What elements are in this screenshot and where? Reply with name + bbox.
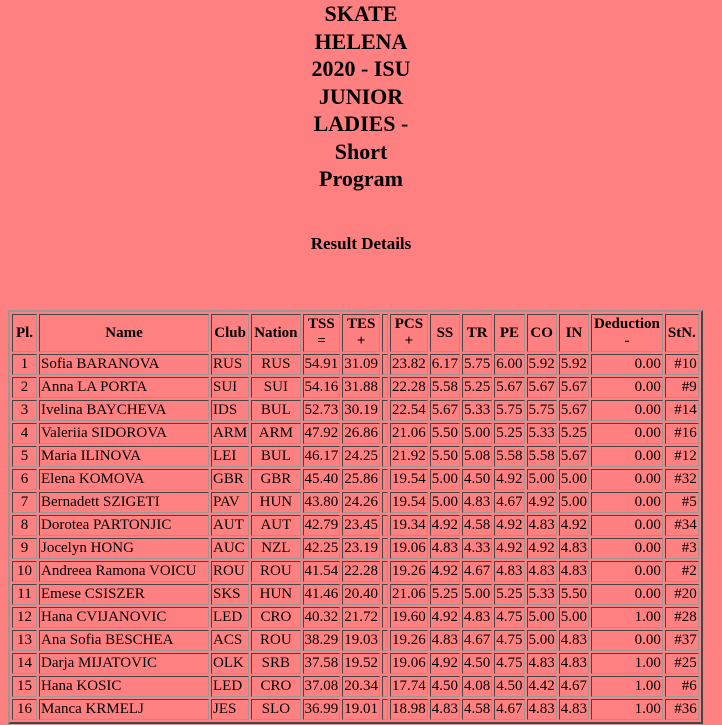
cell-tr: 5.75 <box>462 354 492 375</box>
cell-ss: 5.00 <box>430 492 460 513</box>
cell-nation: SRB <box>251 653 300 674</box>
cell-ss: 5.58 <box>430 377 460 398</box>
cell-ss: 5.50 <box>430 446 460 467</box>
cell-ss: 4.83 <box>430 538 460 559</box>
cell-pe: 4.92 <box>494 538 524 559</box>
header-pcs-label: PCS <box>394 316 424 332</box>
cell-deduction: 0.00 <box>591 630 663 651</box>
cell-in: 4.92 <box>559 515 589 536</box>
cell-nation: ROU <box>251 630 300 651</box>
header-name: Name <box>39 314 209 352</box>
cell-pe: 4.50 <box>494 676 524 697</box>
cell-club: GBR <box>211 469 249 490</box>
cell-club: LED <box>211 607 249 628</box>
section-title: Result Details <box>310 233 412 253</box>
cell-name: Jocelyn HONG <box>39 538 209 559</box>
cell-pcs: 19.06 <box>390 653 428 674</box>
cell-spacer <box>382 492 388 513</box>
cell-deduction: 0.00 <box>591 446 663 467</box>
cell-pe: 4.67 <box>494 699 524 720</box>
cell-ss: 4.83 <box>430 630 460 651</box>
header-deduction-sign: - <box>624 333 630 349</box>
cell-spacer <box>382 676 388 697</box>
cell-deduction: 0.00 <box>591 377 663 398</box>
cell-club: JES <box>211 699 249 720</box>
cell-spacer <box>382 354 388 375</box>
cell-in: 4.83 <box>559 538 589 559</box>
cell-nation: NZL <box>251 538 300 559</box>
cell-tr: 4.08 <box>462 676 492 697</box>
header-start-number: StN. <box>665 314 699 352</box>
table-row <box>12 584 699 605</box>
cell-in: 5.25 <box>559 423 589 444</box>
cell-nation: BUL <box>251 400 300 421</box>
cell-tr: 4.67 <box>462 630 492 651</box>
cell-place: 9 <box>12 538 37 559</box>
cell-place: 5 <box>12 446 37 467</box>
cell-name: Sofia BARANOVA <box>39 354 209 375</box>
cell-name: Hana CVIJANOVIC <box>39 607 209 628</box>
cell-pcs: 23.82 <box>390 354 428 375</box>
cell-tes: 19.03 <box>342 630 380 651</box>
cell-deduction: 0.00 <box>591 515 663 536</box>
cell-start-number: #9 <box>665 377 699 398</box>
cell-pcs: 21.06 <box>390 423 428 444</box>
header-tes-label: TES <box>346 316 376 332</box>
cell-co: 4.92 <box>527 538 557 559</box>
cell-start-number: #2 <box>665 561 699 582</box>
cell-tss: 54.16 <box>303 377 341 398</box>
cell-club: AUT <box>211 515 249 536</box>
cell-co: 5.33 <box>527 423 557 444</box>
header-in: IN <box>559 314 589 352</box>
cell-nation: CRO <box>251 676 300 697</box>
cell-ss: 5.25 <box>430 584 460 605</box>
cell-spacer <box>382 400 388 421</box>
cell-pe: 5.67 <box>494 377 524 398</box>
cell-start-number: #25 <box>665 653 699 674</box>
cell-pe: 4.75 <box>494 630 524 651</box>
cell-in: 5.67 <box>559 400 589 421</box>
table-row <box>12 377 699 398</box>
cell-deduction: 0.00 <box>591 584 663 605</box>
cell-nation: CRO <box>251 607 300 628</box>
results-table <box>8 310 703 724</box>
cell-name: Hana KOSIC <box>39 676 209 697</box>
cell-pcs: 19.34 <box>390 515 428 536</box>
cell-in: 5.67 <box>559 446 589 467</box>
cell-start-number: #12 <box>665 446 699 467</box>
table-row <box>12 630 699 651</box>
cell-deduction: 1.00 <box>591 607 663 628</box>
cell-co: 5.75 <box>527 400 557 421</box>
cell-spacer <box>382 584 388 605</box>
header-co: CO <box>527 314 557 352</box>
cell-in: 4.83 <box>559 561 589 582</box>
cell-name: Bernadett SZIGETI <box>39 492 209 513</box>
cell-deduction: 0.00 <box>591 469 663 490</box>
cell-ss: 4.92 <box>430 515 460 536</box>
cell-ss: 4.83 <box>430 699 460 720</box>
cell-ss: 5.67 <box>430 400 460 421</box>
cell-tes: 25.86 <box>342 469 380 490</box>
cell-co: 5.00 <box>527 607 557 628</box>
table-row <box>12 699 699 720</box>
cell-in: 5.50 <box>559 584 589 605</box>
cell-tes: 21.72 <box>342 607 380 628</box>
cell-place: 10 <box>12 561 37 582</box>
cell-nation: BUL <box>251 446 300 467</box>
cell-tss: 45.40 <box>303 469 341 490</box>
cell-co: 4.83 <box>527 699 557 720</box>
cell-deduction: 1.00 <box>591 699 663 720</box>
cell-deduction: 0.00 <box>591 538 663 559</box>
cell-tes: 23.45 <box>342 515 380 536</box>
cell-start-number: #6 <box>665 676 699 697</box>
cell-pe: 4.75 <box>494 607 524 628</box>
cell-club: SKS <box>211 584 249 605</box>
cell-tr: 5.08 <box>462 446 492 467</box>
page-title <box>301 0 421 193</box>
cell-tes: 24.25 <box>342 446 380 467</box>
cell-tss: 42.79 <box>303 515 341 536</box>
header-tss-sign: = <box>317 333 326 349</box>
cell-ss: 6.17 <box>430 354 460 375</box>
header-nation: Nation <box>251 314 300 352</box>
cell-co: 4.42 <box>527 676 557 697</box>
cell-tss: 52.73 <box>303 400 341 421</box>
cell-tss: 41.46 <box>303 584 341 605</box>
cell-start-number: #20 <box>665 584 699 605</box>
cell-co: 5.33 <box>527 584 557 605</box>
cell-start-number: #32 <box>665 469 699 490</box>
cell-spacer <box>382 561 388 582</box>
cell-tss: 42.25 <box>303 538 341 559</box>
cell-tr: 5.00 <box>462 584 492 605</box>
cell-place: 11 <box>12 584 37 605</box>
cell-in: 5.67 <box>559 377 589 398</box>
cell-pe: 4.83 <box>494 561 524 582</box>
cell-tss: 37.08 <box>303 676 341 697</box>
cell-in: 5.92 <box>559 354 589 375</box>
cell-place: 14 <box>12 653 37 674</box>
cell-pcs: 22.28 <box>390 377 428 398</box>
cell-place: 12 <box>12 607 37 628</box>
cell-tes: 23.19 <box>342 538 380 559</box>
cell-place: 2 <box>12 377 37 398</box>
cell-tr: 4.33 <box>462 538 492 559</box>
cell-pcs: 21.06 <box>390 584 428 605</box>
cell-club: LED <box>211 676 249 697</box>
table-row <box>12 400 699 421</box>
table-row <box>12 469 699 490</box>
cell-tss: 36.99 <box>303 699 341 720</box>
cell-co: 5.92 <box>527 354 557 375</box>
cell-pe: 4.67 <box>494 492 524 513</box>
cell-tes: 24.26 <box>342 492 380 513</box>
cell-pcs: 19.26 <box>390 630 428 651</box>
cell-co: 4.83 <box>527 561 557 582</box>
cell-pcs: 19.54 <box>390 469 428 490</box>
cell-tss: 43.80 <box>303 492 341 513</box>
cell-start-number: #36 <box>665 699 699 720</box>
cell-tes: 31.88 <box>342 377 380 398</box>
cell-pcs: 19.60 <box>390 607 428 628</box>
cell-club: PAV <box>211 492 249 513</box>
header-tr: TR <box>462 314 492 352</box>
cell-pcs: 22.54 <box>390 400 428 421</box>
header-pe: PE <box>494 314 524 352</box>
cell-tes: 22.28 <box>342 561 380 582</box>
cell-deduction: 0.00 <box>591 492 663 513</box>
cell-tes: 20.34 <box>342 676 380 697</box>
cell-co: 5.67 <box>527 377 557 398</box>
cell-tr: 5.33 <box>462 400 492 421</box>
cell-pcs: 19.54 <box>390 492 428 513</box>
cell-spacer <box>382 653 388 674</box>
cell-co: 4.83 <box>527 515 557 536</box>
cell-start-number: #34 <box>665 515 699 536</box>
cell-tes: 31.09 <box>342 354 380 375</box>
table-row <box>12 653 699 674</box>
cell-name: Manca KRMELJ <box>39 699 209 720</box>
cell-club: IDS <box>211 400 249 421</box>
cell-co: 5.00 <box>527 469 557 490</box>
cell-tr: 4.58 <box>462 699 492 720</box>
cell-tes: 26.86 <box>342 423 380 444</box>
table-row <box>12 446 699 467</box>
cell-pe: 4.75 <box>494 653 524 674</box>
cell-tes: 19.52 <box>342 653 380 674</box>
table-row <box>12 676 699 697</box>
table-row <box>12 492 699 513</box>
cell-tss: 37.58 <box>303 653 341 674</box>
cell-spacer <box>382 446 388 467</box>
cell-name: Ivelina BAYCHEVA <box>39 400 209 421</box>
cell-club: OLK <box>211 653 249 674</box>
header-tes <box>342 314 380 352</box>
cell-pe: 5.75 <box>494 400 524 421</box>
table-row <box>12 538 699 559</box>
cell-in: 5.00 <box>559 492 589 513</box>
cell-spacer <box>382 377 388 398</box>
cell-co: 4.83 <box>527 653 557 674</box>
cell-spacer <box>382 630 388 651</box>
cell-tss: 46.17 <box>303 446 341 467</box>
cell-name: Dorotea PARTONJIC <box>39 515 209 536</box>
cell-spacer <box>382 469 388 490</box>
cell-start-number: #5 <box>665 492 699 513</box>
cell-name: Elena KOMOVA <box>39 469 209 490</box>
cell-pcs: 19.06 <box>390 538 428 559</box>
header-spacer <box>382 314 388 352</box>
cell-nation: GBR <box>251 469 300 490</box>
header-pcs-sign: + <box>404 333 414 349</box>
cell-nation: RUS <box>251 354 300 375</box>
header-deduction-label: Deduction <box>594 316 660 332</box>
cell-tss: 40.32 <box>303 607 341 628</box>
cell-start-number: #28 <box>665 607 699 628</box>
cell-in: 4.83 <box>559 699 589 720</box>
table-header-row <box>12 314 699 352</box>
cell-ss: 4.92 <box>430 561 460 582</box>
cell-tss: 41.54 <box>303 561 341 582</box>
cell-ss: 5.50 <box>430 423 460 444</box>
cell-place: 15 <box>12 676 37 697</box>
table-row <box>12 423 699 444</box>
cell-club: LEI <box>211 446 249 467</box>
cell-place: 7 <box>12 492 37 513</box>
cell-pe: 4.92 <box>494 469 524 490</box>
cell-ss: 5.00 <box>430 469 460 490</box>
table-row <box>12 607 699 628</box>
cell-deduction: 0.00 <box>591 423 663 444</box>
header-pcs <box>390 314 428 352</box>
cell-deduction: 0.00 <box>591 561 663 582</box>
cell-tes: 20.40 <box>342 584 380 605</box>
category-title: JUNIOR LADIES - Short Program <box>313 83 409 191</box>
header-tss-label: TSS <box>308 316 335 332</box>
cell-tr: 5.00 <box>462 423 492 444</box>
cell-name: Valeriia SIDOROVA <box>39 423 209 444</box>
cell-nation: SUI <box>251 377 300 398</box>
cell-in: 4.83 <box>559 653 589 674</box>
cell-tr: 4.67 <box>462 561 492 582</box>
cell-place: 13 <box>12 630 37 651</box>
cell-spacer <box>382 515 388 536</box>
cell-place: 4 <box>12 423 37 444</box>
cell-ss: 4.92 <box>430 607 460 628</box>
table-row <box>12 354 699 375</box>
cell-tr: 4.83 <box>462 607 492 628</box>
cell-pcs: 17.74 <box>390 676 428 697</box>
cell-nation: AUT <box>251 515 300 536</box>
cell-pe: 5.58 <box>494 446 524 467</box>
cell-pcs: 19.26 <box>390 561 428 582</box>
cell-pe: 5.25 <box>494 423 524 444</box>
cell-tss: 54.91 <box>303 354 341 375</box>
cell-name: Maria ILINOVA <box>39 446 209 467</box>
cell-in: 4.67 <box>559 676 589 697</box>
cell-nation: HUN <box>251 492 300 513</box>
header-tes-sign: + <box>356 333 366 349</box>
cell-tss: 38.29 <box>303 630 341 651</box>
cell-deduction: 1.00 <box>591 653 663 674</box>
cell-ss: 4.92 <box>430 653 460 674</box>
cell-start-number: #3 <box>665 538 699 559</box>
header-club: Club <box>211 314 249 352</box>
cell-nation: ARM <box>251 423 300 444</box>
cell-tr: 4.58 <box>462 515 492 536</box>
cell-deduction: 0.00 <box>591 400 663 421</box>
cell-club: ARM <box>211 423 249 444</box>
cell-spacer <box>382 423 388 444</box>
cell-place: 1 <box>12 354 37 375</box>
cell-deduction: 0.00 <box>591 354 663 375</box>
header-ss: SS <box>430 314 460 352</box>
cell-co: 4.92 <box>527 492 557 513</box>
cell-tr: 4.50 <box>462 653 492 674</box>
cell-deduction: 1.00 <box>591 676 663 697</box>
cell-tr: 4.83 <box>462 492 492 513</box>
cell-start-number: #37 <box>665 630 699 651</box>
table-row <box>12 515 699 536</box>
cell-in: 5.00 <box>559 607 589 628</box>
cell-spacer <box>382 538 388 559</box>
cell-start-number: #10 <box>665 354 699 375</box>
cell-spacer <box>382 607 388 628</box>
cell-name: Emese CSISZER <box>39 584 209 605</box>
cell-name: Darja MIJATOVIC <box>39 653 209 674</box>
cell-start-number: #16 <box>665 423 699 444</box>
cell-in: 4.83 <box>559 630 589 651</box>
cell-start-number: #14 <box>665 400 699 421</box>
cell-co: 5.58 <box>527 446 557 467</box>
cell-name: Andreea Ramona VOICU <box>39 561 209 582</box>
cell-club: ROU <box>211 561 249 582</box>
cell-nation: SLO <box>251 699 300 720</box>
event-title: SKATE HELENA 2020 - ISU <box>311 1 411 81</box>
cell-club: SUI <box>211 377 249 398</box>
cell-pe: 6.00 <box>494 354 524 375</box>
cell-tr: 4.50 <box>462 469 492 490</box>
cell-tes: 30.19 <box>342 400 380 421</box>
cell-name: Anna LA PORTA <box>39 377 209 398</box>
cell-place: 6 <box>12 469 37 490</box>
cell-pe: 4.92 <box>494 515 524 536</box>
cell-pcs: 21.92 <box>390 446 428 467</box>
cell-pcs: 18.98 <box>390 699 428 720</box>
cell-ss: 4.50 <box>430 676 460 697</box>
cell-pe: 5.25 <box>494 584 524 605</box>
cell-place: 3 <box>12 400 37 421</box>
cell-nation: HUN <box>251 584 300 605</box>
cell-place: 16 <box>12 699 37 720</box>
cell-tes: 19.01 <box>342 699 380 720</box>
cell-tss: 47.92 <box>303 423 341 444</box>
cell-nation: ROU <box>251 561 300 582</box>
cell-in: 5.00 <box>559 469 589 490</box>
header-place: Pl. <box>12 314 37 352</box>
table-row <box>12 561 699 582</box>
cell-place: 8 <box>12 515 37 536</box>
cell-club: AUC <box>211 538 249 559</box>
cell-co: 5.00 <box>527 630 557 651</box>
header-tss <box>303 314 341 352</box>
cell-club: ACS <box>211 630 249 651</box>
cell-spacer <box>382 699 388 720</box>
cell-club: RUS <box>211 354 249 375</box>
cell-tr: 5.25 <box>462 377 492 398</box>
header-deduction <box>591 314 663 352</box>
cell-name: Ana Sofia BESCHEA <box>39 630 209 651</box>
